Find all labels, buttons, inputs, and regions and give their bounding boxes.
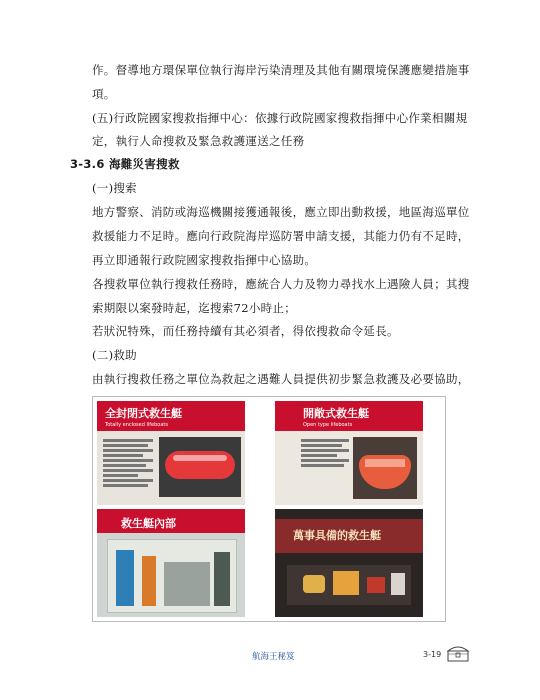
body-line: 作。督導地方環保單位執行海岸污染清理及其他有關環境保護應變措施事	[92, 63, 470, 77]
body-line: 各搜救單位執行搜救任務時，應統合人力及物力尋找水上遇險人員；其搜	[92, 277, 470, 291]
panel-title: 萬事具備的救生艇	[293, 529, 381, 542]
lifeboat-photo-collage	[92, 396, 446, 622]
panel-title: 全封閉式救生艇	[105, 407, 182, 420]
page-footer	[0, 650, 540, 670]
panel-title: 開敞式救生艇	[303, 407, 369, 420]
body-line: 項。	[92, 87, 116, 101]
footer-title: 航海王秘笈	[252, 652, 295, 662]
body-line: 定，執行人命搜救及緊急救護運送之任務	[92, 134, 305, 148]
interior-image	[107, 539, 237, 613]
panel-description	[103, 437, 153, 489]
section-heading: 3-3.6 海難災害搜救	[70, 157, 180, 171]
photo-equipped-lifeboat	[275, 509, 423, 617]
photo-open-lifeboat	[275, 401, 423, 505]
body-line: 索期限以案發時起，迄搜索72小時止；	[92, 301, 297, 315]
equipment-display-image	[287, 565, 411, 605]
body-line: 救援能力不足時。應向行政院海岸巡防署申請支援，其能力仍有不足時，	[92, 229, 470, 243]
panel-subtitle: Totally enclosed lifeboats	[105, 422, 168, 428]
body-line: 由執行搜救任務之單位為救起之遇難人員提供初步緊急救護及必要協助，	[92, 372, 470, 386]
body-line: (五)行政院國家搜救指揮中心：依據行政院國家搜救指揮中心作業相關規	[92, 111, 468, 125]
lifeboat-image	[159, 437, 241, 497]
subsection-heading: (一)搜索	[92, 181, 137, 195]
body-line: 地方警察、消防或海巡機關接獲通報後，應立即出動救援，地區海巡單位	[92, 205, 470, 219]
body-line: 再立即通報行政院國家搜救指揮中心協助。	[92, 253, 317, 267]
photo-enclosed-lifeboat	[97, 401, 245, 505]
subsection-heading: (二)救助	[92, 348, 137, 362]
page-number: 3-19	[423, 650, 442, 659]
panel-title: 救生艇內部	[121, 517, 176, 530]
panel-description	[301, 437, 349, 469]
treasure-chest-icon	[446, 644, 470, 662]
body-line: 若狀況特殊，而任務持續有其必須者，得依搜救命令延長。	[92, 324, 399, 338]
photo-lifeboat-interior	[97, 509, 245, 617]
panel-subtitle: Open type lifeboats	[303, 422, 353, 428]
lifeboat-image	[353, 437, 417, 499]
